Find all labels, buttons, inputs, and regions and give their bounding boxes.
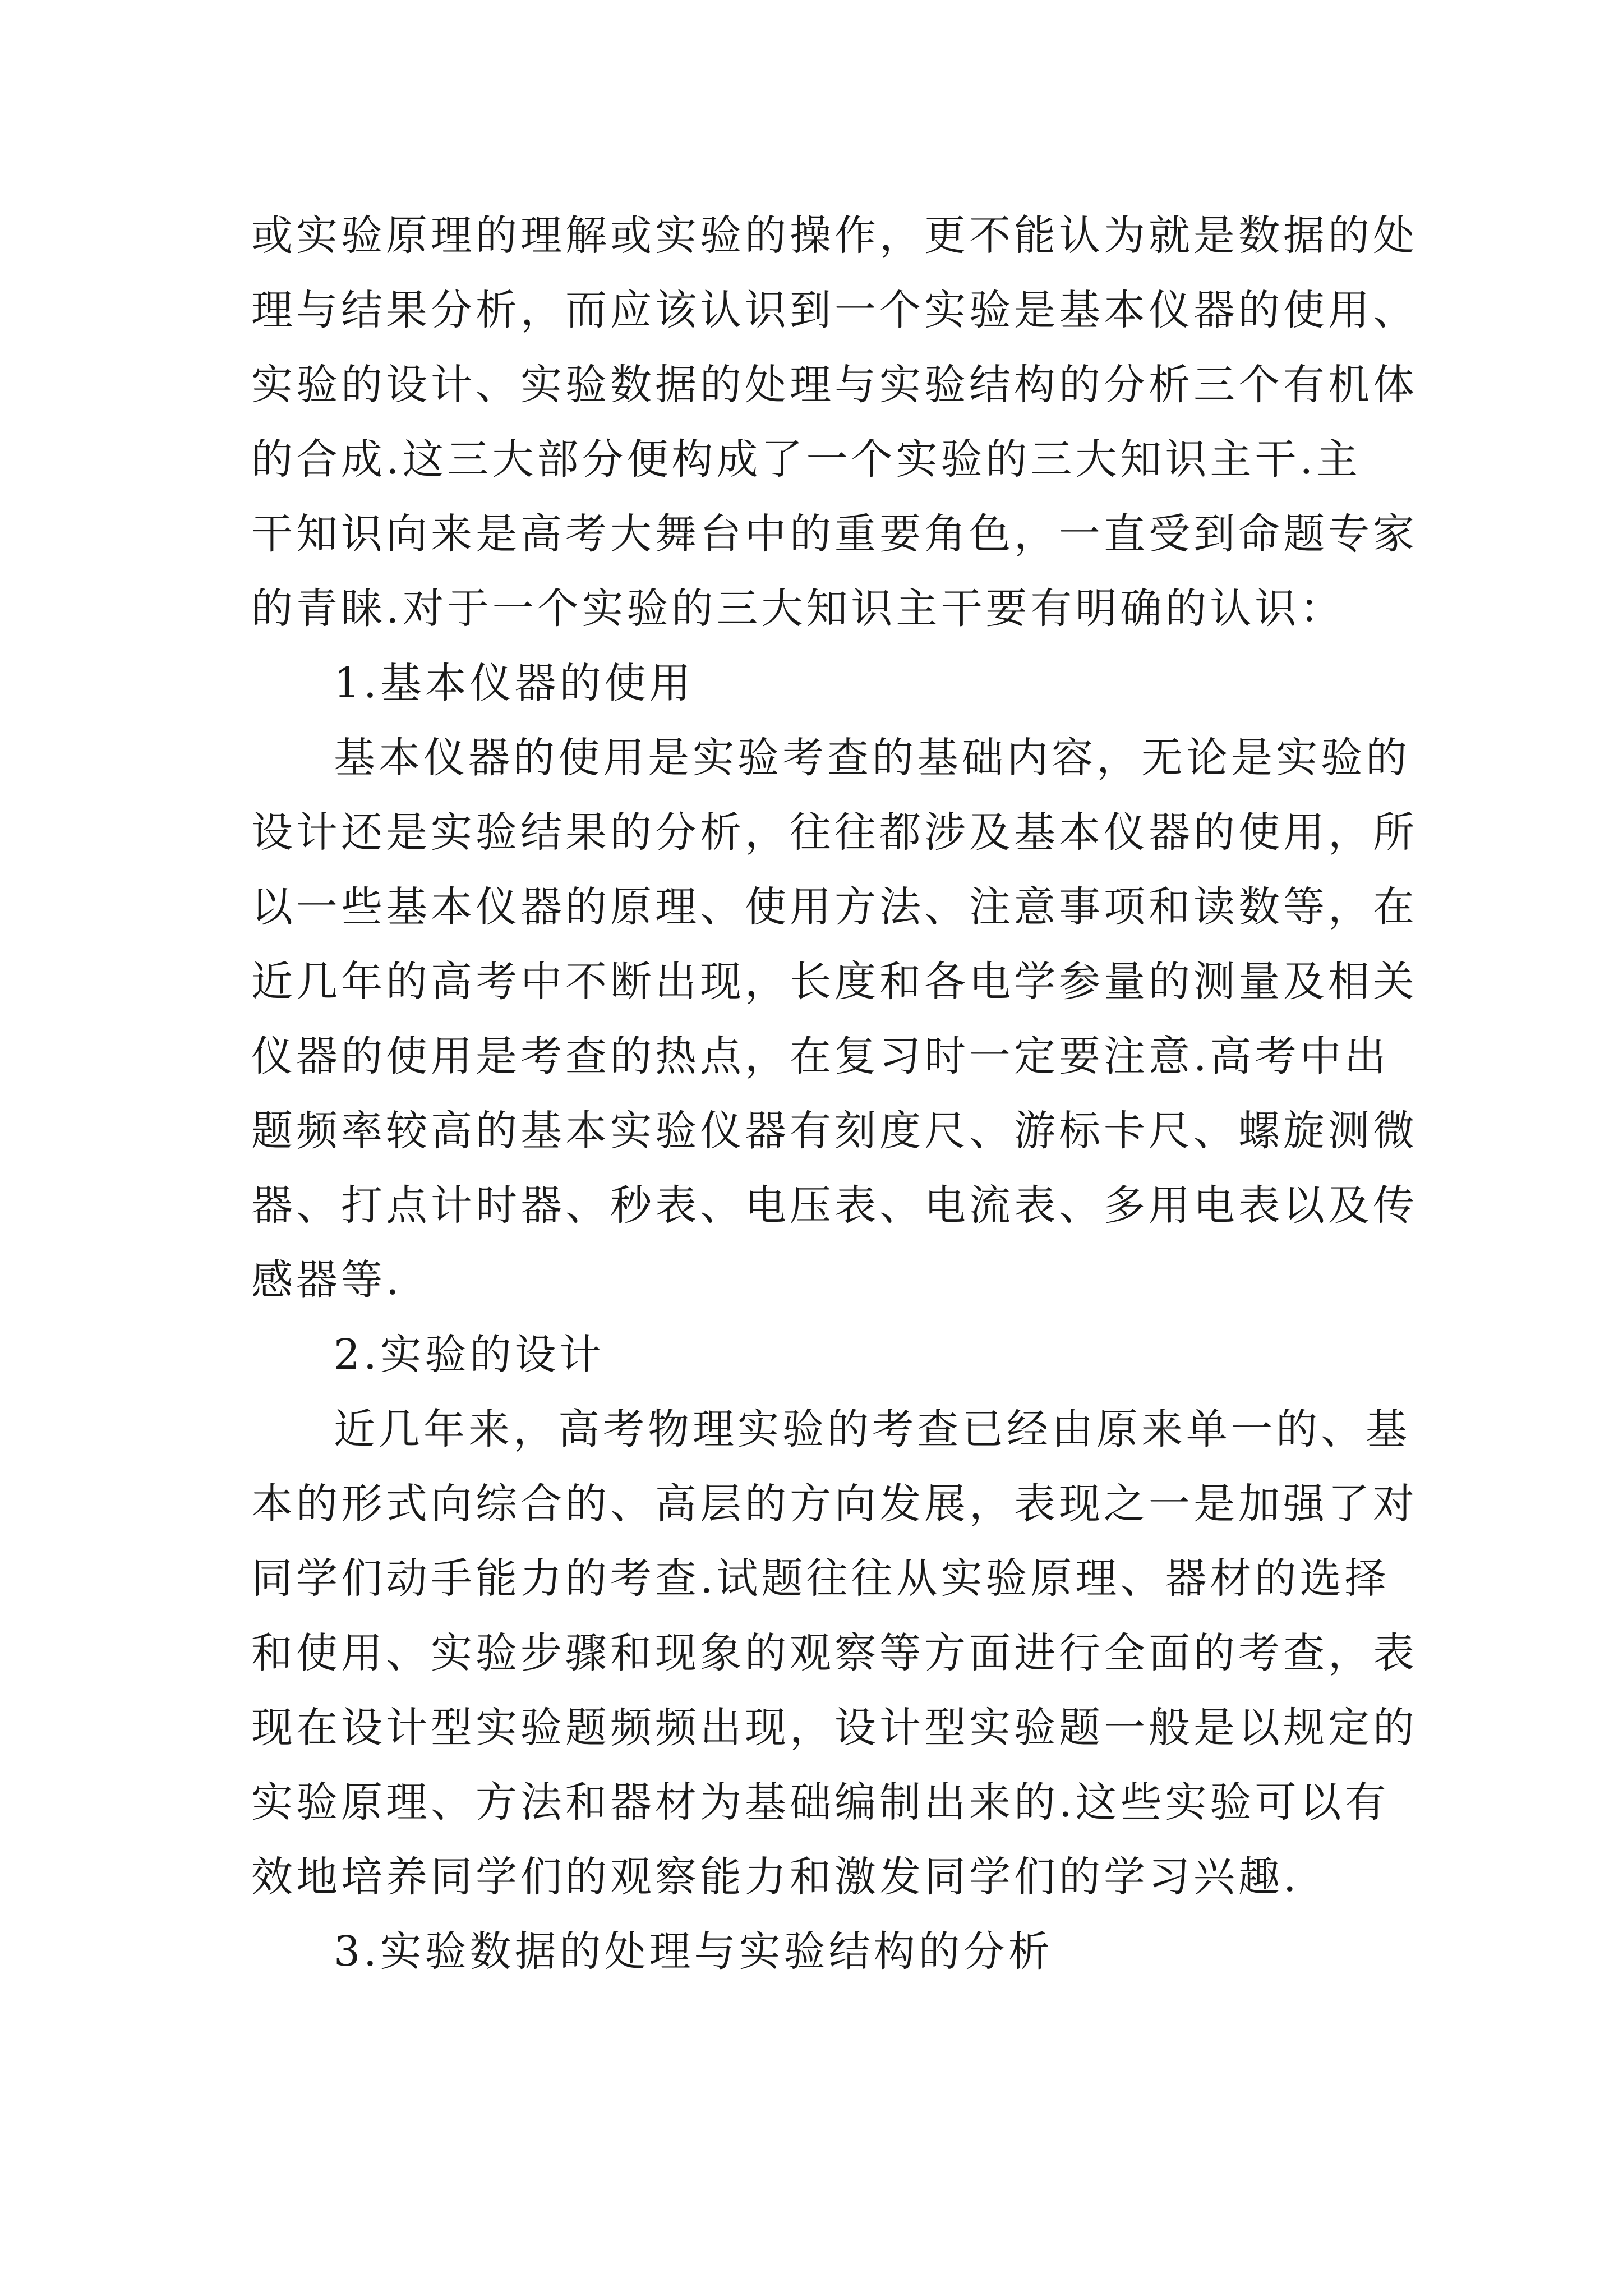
paragraph-line: 本的形式向综合的、高层的方向发展，表现之一是加强了对: [251, 1480, 1418, 1528]
paragraph-line: 题频率较高的基本实验仪器有刻度尺、游标卡尺、螺旋测微: [251, 1107, 1418, 1155]
paragraph-line: 实验的设计、实验数据的处理与实验结构的分析三个有机体: [251, 361, 1418, 409]
paragraph-line: 理与结果分析，而应该认识到一个实验是基本仪器的使用、: [251, 286, 1418, 334]
section-heading: 2.实验的设计: [334, 1331, 605, 1379]
paragraph-line: 感器等.: [251, 1256, 403, 1304]
section-heading: 3.实验数据的处理与实验结构的分析: [334, 1927, 1053, 1976]
paragraph-line: 以一些基本仪器的原理、使用方法、注意事项和读数等，在: [251, 883, 1418, 931]
paragraph-line: 或实验原理的理解或实验的操作，更不能认为就是数据的处: [251, 211, 1418, 260]
paragraph-line: 器、打点计时器、秒表、电压表、电流表、多用电表以及传: [251, 1181, 1418, 1230]
paragraph-line: 近几年的高考中不断出现，长度和各电学参量的测量及相关: [251, 958, 1418, 1006]
section-heading: 1.基本仪器的使用: [334, 659, 694, 707]
paragraph-line: 和使用、实验步骤和现象的观察等方面进行全面的考查，表: [251, 1629, 1418, 1677]
paragraph-line: 的合成.这三大部分便构成了一个实验的三大知识主干.主: [251, 435, 1362, 484]
paragraph-line: 现在设计型实验题频频出现，设计型实验题一般是以规定的: [251, 1704, 1418, 1752]
paragraph-line: 同学们动手能力的考查.试题往往从实验原理、器材的选择: [251, 1554, 1390, 1603]
paragraph-line: 设计还是实验结果的分析，往往都涉及基本仪器的使用，所: [251, 808, 1418, 857]
paragraph-line: 仪器的使用是考查的热点，在复习时一定要注意.高考中出: [251, 1032, 1390, 1080]
paragraph-line: 干知识向来是高考大舞台中的重要角色，一直受到命题专家: [251, 510, 1418, 558]
paragraph-line: 基本仪器的使用是实验考查的基础内容，无论是实验的: [334, 734, 1410, 782]
paragraph-line: 近几年来，高考物理实验的考查已经由原来单一的、基: [334, 1405, 1410, 1453]
paragraph-line: 实验原理、方法和器材为基础编制出来的.这些实验可以有: [251, 1778, 1390, 1826]
paragraph-line: 效地培养同学们的观察能力和激发同学们的学习兴趣.: [251, 1853, 1300, 1901]
paragraph-line: 的青睐.对于一个实验的三大知识主干要有明确的认识：: [251, 585, 1345, 633]
